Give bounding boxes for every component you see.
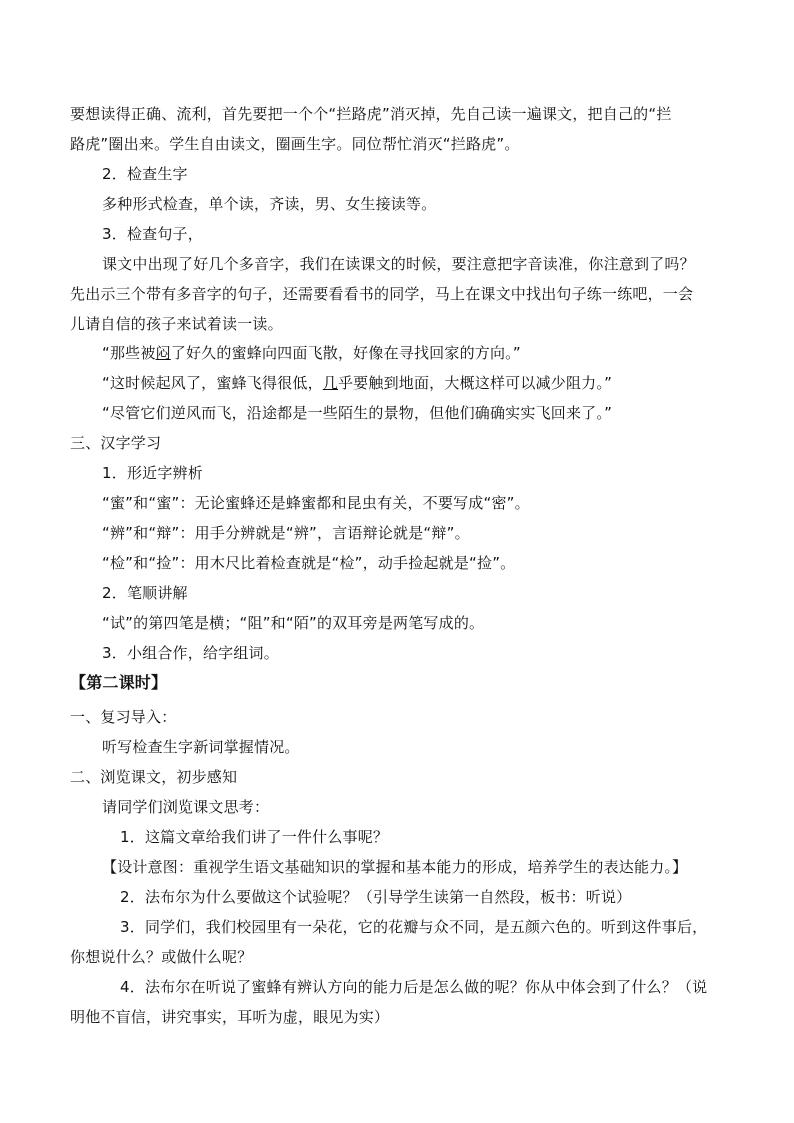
text-line: 4．法布尔在听说了蜜蜂有辨认方向的能力后是怎么做的呢？你从中体会到了什么？（说 [120,978,708,996]
quote-text: 了好久的蜜蜂向四面飞散，好像在寻找回家的方向。” [170,344,521,362]
text-line: 多种形式检查，单个读，齐读，男、女生接读等。 [102,195,437,213]
text-line: 你想说什么？或做什么呢？ [70,948,253,966]
underlined-char: 几 [322,374,338,392]
text-line: “蜜”和“蜜”：无论蜜蜂还是蜂蜜都和昆虫有关，不要写成“密”。 [102,494,530,512]
lesson-heading: 【第二课时】 [70,673,168,692]
quote-text: “那些被 [102,344,156,362]
quote-line [102,373,612,393]
quote-text: 乎要触到地面，大概这样可以减少阻力。” [337,374,613,392]
section-heading: 三、汉字学习 [70,434,162,452]
section-heading: 二、浏览课文，初步感知 [70,768,238,786]
text-line: 2．笔顺讲解 [102,584,188,602]
text-line: 先出示三个带有多音字的句子，还需要看看书的同学，马上在课文中找出句子练一练吧，一会 [70,285,694,303]
text-line: 课文中出现了好几个多音字，我们在读课文的时候，要注意把字音读准，你注意到了吗？ [102,255,695,273]
text-line: 1．形近字辨析 [102,464,203,482]
text-line: “试”的第四笔是横；“阻”和“陌”的双耳旁是两笔写成的。 [102,614,485,632]
text-line: 2．法布尔为什么要做这个试验呢？（引导学生读第一自然段，板书：听说） [120,888,632,906]
text-line: 1．这篇文章给我们讲了一件什么事呢？ [120,828,389,846]
underlined-char: 闷 [155,344,171,362]
text-line: 2．检查生字 [102,165,188,183]
quote-text: “这时候起风了，蜜蜂飞得很低， [102,374,323,392]
text-line: “辨”和“辩”：用手分辨就是“辨”，言语辩论就是“辩”。 [102,524,470,542]
section-heading: 一、复习导入： [70,708,177,726]
text-line: 3．检查句子， [102,225,203,243]
text-line: 儿请自信的孩子来试着读一读。 [70,315,283,333]
text-line: 请同学们浏览课文思考： [102,798,270,816]
text-line: 明他不盲信，讲究事实，耳听为虚，眼见为实） [70,1008,390,1026]
text-line: 要想读得正确、流利，首先要把一个个“拦路虎”消灭掉，先自己读一遍课文，把自己的“拦 [70,105,672,123]
text-line: 3．同学们，我们校园里有一朵花，它的花瓣与众不同，是五颜六色的。听到这件事后， [120,918,708,936]
text-line: “检”和“捡”：用木尺比着检查就是“检”，动手捡起就是“捡”。 [102,554,516,572]
text-line: 听写检查生字新词掌握情况。 [102,738,300,756]
quote-line [102,343,521,363]
quote-line: “尽管它们逆风而飞，沿途都是一些陌生的景物，但他们确确实实飞回来了。” [102,404,613,422]
text-line: 路虎”圈出来。学生自由读文，圈画生字。同位帮忙消灭“拦路虎”。 [70,135,520,153]
design-intent-note: 【设计意图：重视学生语文基础知识的掌握和基本能力的形成，培养学生的表达能力。】 [102,858,688,876]
text-line: 3．小组合作，给字组词。 [102,644,279,662]
